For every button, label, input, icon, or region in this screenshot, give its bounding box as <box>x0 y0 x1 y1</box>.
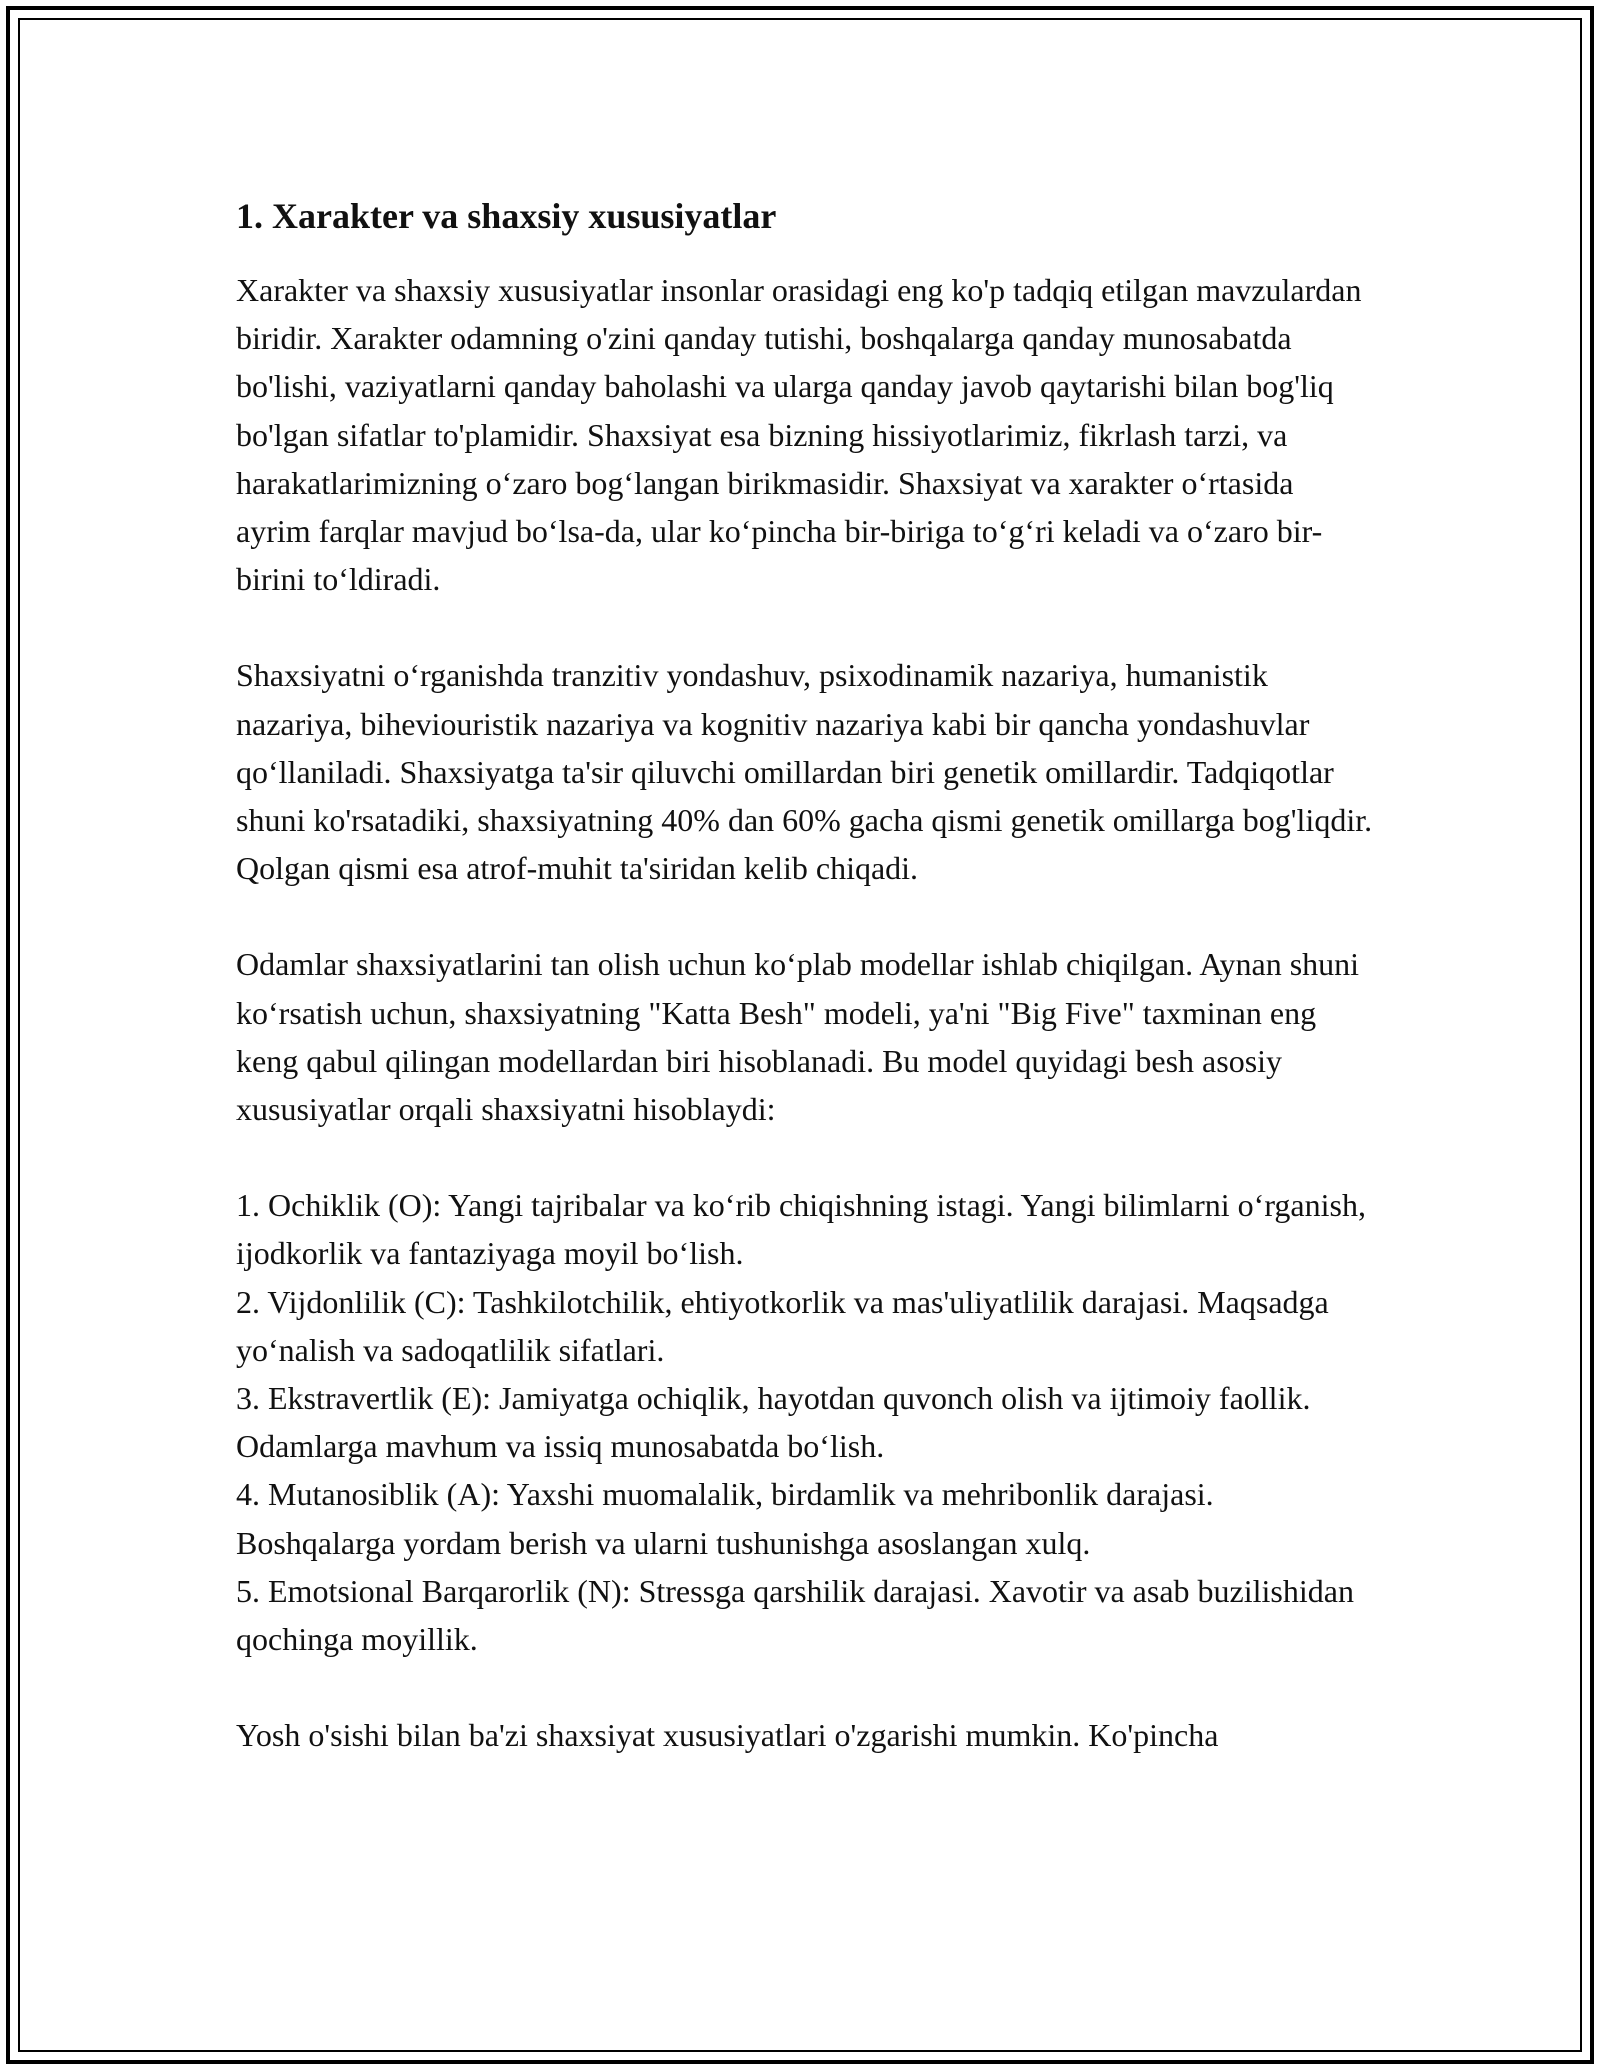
paragraph-big-five-intro: Odamlar shaxsiyatlarini tan olish uchun ko‘plab modellar ishlab chiqilgan. Aynan shuni ko‘rsatish uchun, shaxsiyatning "Katta Besh" modeli, ya'ni "Big Five" taxminan eng keng qabul qilingan modellardan biri hisoblanadi. Bu model quyidagi besh asosiy xususiyatlar orqali shaxsiyatni hisoblaydi: <box>236 946 1360 1128</box>
trait-extraversion: 3. Ekstravertlik (E): Jamiyatga ochiqlik, hayotdan quvonch olish va ijtimoiy faollik. Odamlarga mavhum va issiq munosabatda bo‘lish. <box>236 1380 1311 1465</box>
trait-conscientiousness: 2. Vijdonlilik (C): Tashkilotchilik, ehtiyotkorlik va mas'uliyatlilik darajasi. Maqsadga yo‘nalish va sadoqatlilik sifatlari. <box>236 1283 1329 1368</box>
paragraph-personality-approaches: Shaxsiyatni o‘rganishda tranzitiv yondashuv, psixodinamik nazariya, humanistik nazariya, biheviouristik nazariya va kognitiv nazariya kabi bir qancha yondashuvlar qo‘llaniladi. Shaxsiyatga ta'sir qiluvchi omillardan biri genetik omillardir. Tadqiqotlar shuni ko'rsatadiki, shaxsiyatning 40% dan 60% gacha qismi genetik omillarga bog'liqdir. Qolgan qismi esa atrof-muhit ta'siridan kelib chiqadi. <box>236 657 1373 887</box>
paragraph-character-definition: Xarakter va shaxsiy xususiyatlar insonlar orasidagi eng ko'p tadqiq etilgan mavzulardan biridir. Xarakter odamning o'zini qanday tutishi, boshqalarga qanday munosabatda bo'lishi, vaziyatlarni qanday baholashi va ularga qanday javob qaytarishi bilan bog'liq bo'lgan sifatlar to'plamidir. Shaxsiyat esa bizning hissiyotlarimiz, fikrlash tarzi, va harakatlarimizning o‘zaro bog‘langan birikmasidir. Shaxsiyat va xarakter o‘rtasida ayrim farqlar mavjud bo‘lsa-da, ular ko‘pincha bir-biriga to‘g‘ri keladi va o‘zaro bir-birini to‘ldiradi. <box>236 272 1362 598</box>
trait-openness: 1. Ochiklik (O): Yangi tajribalar va ko‘rib chiqishning istagi. Yangi bilimlarni o‘rganish, ijodkorlik va fantaziyaga moyil bo‘lish. <box>236 1187 1366 1272</box>
document-body <box>236 188 1376 1807</box>
section-heading: 1. Xarakter va shaxsiy xususiyatlar <box>236 196 777 236</box>
trait-agreeableness: 4. Mutanosiblik (A): Yaxshi muomalalik, birdamlik va mehribonlik darajasi. Boshqalarga yordam berish va ularni tushunishga asoslangan xulq. <box>236 1476 1214 1561</box>
big-five-trait-list <box>236 1181 1376 1663</box>
paragraph-closing-truncated: Yosh o'sishi bilan ba'zi shaxsiyat xususiyatlari o'zgarishi mumkin. Ko'pincha <box>236 1717 1219 1754</box>
trait-emotional-stability: 5. Emotsional Barqarorlik (N): Stressga qarshilik darajasi. Xavotir va asab buzilishidan qochinga moyillik. <box>236 1572 1354 1658</box>
